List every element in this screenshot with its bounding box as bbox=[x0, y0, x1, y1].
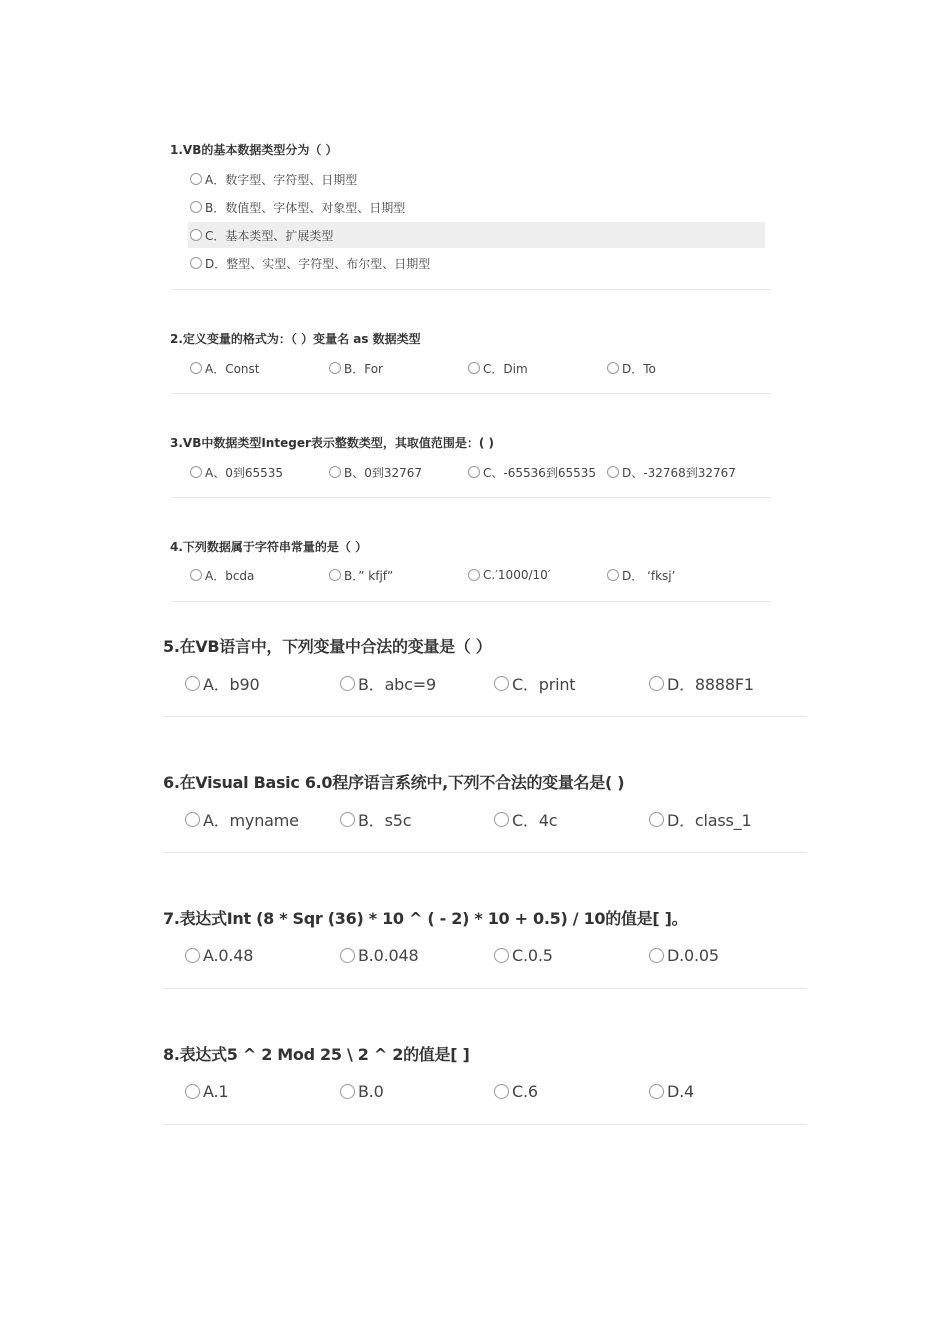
option-label: C.0.5 bbox=[512, 945, 553, 965]
divider bbox=[163, 852, 807, 853]
question-title: 8.表达式5 ^ 2 Mod 25 \ 2 ^ 2的值是[ ] bbox=[163, 1045, 470, 1064]
question-title: 5.在VB语言中，下列变量中合法的变量是（ ） bbox=[163, 637, 492, 656]
option-c[interactable] bbox=[190, 227, 333, 243]
option-a[interactable] bbox=[185, 673, 259, 693]
question-title: 7.表达式Int (8 * Sqr (36) * 10 ^ ( - 2) * 10 + 0.5) / 10的值是[ ]。 bbox=[163, 909, 688, 928]
option-label: B．For bbox=[344, 361, 383, 376]
radio-icon[interactable] bbox=[340, 1084, 355, 1099]
option-a[interactable] bbox=[185, 809, 299, 829]
option-a[interactable] bbox=[185, 945, 253, 965]
option-d[interactable] bbox=[190, 255, 430, 271]
question-title: 3.VB中数据类型Integer表示整数类型，其取值范围是：( ) bbox=[170, 436, 495, 450]
radio-icon[interactable] bbox=[494, 812, 509, 827]
question-3 bbox=[170, 434, 770, 500]
radio-icon[interactable] bbox=[190, 201, 202, 213]
question-5 bbox=[163, 634, 807, 718]
option-label: A．myname bbox=[203, 810, 299, 830]
question-7 bbox=[163, 906, 807, 990]
option-label: A．bcda bbox=[205, 568, 255, 583]
radio-icon[interactable] bbox=[607, 569, 619, 581]
radio-icon[interactable] bbox=[649, 948, 664, 963]
option-label: C．Dim bbox=[483, 361, 528, 376]
option-label: C．print bbox=[512, 674, 576, 694]
radio-icon[interactable] bbox=[649, 1084, 664, 1099]
divider bbox=[170, 497, 770, 498]
option-a[interactable] bbox=[190, 360, 260, 376]
radio-icon[interactable] bbox=[190, 229, 202, 241]
option-label: D、-32768到32767 bbox=[622, 465, 736, 480]
option-label: B．” kfjf” bbox=[344, 568, 394, 583]
divider bbox=[170, 393, 770, 394]
divider bbox=[170, 289, 770, 290]
option-d[interactable] bbox=[649, 945, 719, 965]
option-b[interactable] bbox=[340, 1081, 384, 1101]
option-d[interactable] bbox=[649, 809, 751, 829]
option-label: A．数字型、字符型、日期型 bbox=[205, 172, 358, 187]
option-d[interactable] bbox=[607, 567, 675, 583]
divider bbox=[163, 716, 807, 717]
divider bbox=[163, 988, 807, 989]
option-label: B.0 bbox=[358, 1081, 384, 1101]
question-2 bbox=[170, 330, 770, 396]
option-label: D．整型、实型、字符型、布尔型、日期型 bbox=[205, 256, 431, 271]
question-4 bbox=[170, 538, 770, 604]
divider bbox=[163, 1124, 807, 1125]
option-c[interactable] bbox=[468, 360, 528, 376]
option-b[interactable] bbox=[340, 673, 436, 693]
option-label: A、0到65535 bbox=[205, 465, 284, 480]
option-b[interactable] bbox=[329, 360, 383, 376]
radio-icon[interactable] bbox=[190, 466, 202, 478]
option-c[interactable] bbox=[494, 945, 553, 965]
radio-icon[interactable] bbox=[329, 569, 341, 581]
radio-icon[interactable] bbox=[649, 676, 664, 691]
option-b[interactable] bbox=[340, 945, 418, 965]
option-label: A．Const bbox=[205, 361, 260, 376]
question-1 bbox=[170, 141, 770, 291]
option-label: C、-65536到65535 bbox=[483, 465, 597, 480]
divider bbox=[170, 601, 770, 602]
radio-icon[interactable] bbox=[607, 362, 619, 374]
option-c[interactable] bbox=[494, 809, 557, 829]
radio-icon[interactable] bbox=[494, 948, 509, 963]
question-title: 1.VB的基本数据类型分为（ ） bbox=[170, 143, 338, 157]
question-title: 2.定义变量的格式为：（ ）变量名 as 数据类型 bbox=[170, 332, 421, 346]
radio-icon[interactable] bbox=[468, 569, 480, 581]
option-c[interactable] bbox=[468, 464, 596, 480]
option-label: C．4c bbox=[512, 810, 558, 830]
option-label: B．abc=9 bbox=[358, 674, 436, 694]
radio-icon[interactable] bbox=[190, 257, 202, 269]
radio-icon[interactable] bbox=[468, 466, 480, 478]
option-a[interactable] bbox=[190, 171, 357, 187]
radio-icon[interactable] bbox=[185, 1084, 200, 1099]
option-c[interactable] bbox=[494, 673, 575, 693]
option-label: A.0.48 bbox=[203, 945, 254, 965]
option-d[interactable] bbox=[607, 360, 656, 376]
option-a[interactable] bbox=[185, 1081, 228, 1101]
radio-icon[interactable] bbox=[329, 466, 341, 478]
radio-icon[interactable] bbox=[494, 676, 509, 691]
question-8 bbox=[163, 1042, 807, 1126]
radio-icon[interactable] bbox=[185, 948, 200, 963]
option-b[interactable] bbox=[340, 809, 411, 829]
question-title: 4.下列数据属于字符串常量的是（ ） bbox=[170, 540, 368, 554]
option-label: A．b90 bbox=[203, 674, 260, 694]
option-d[interactable] bbox=[607, 464, 736, 480]
option-label: C.′1000/10′ bbox=[483, 568, 551, 582]
radio-icon[interactable] bbox=[494, 1084, 509, 1099]
question-6 bbox=[163, 770, 807, 854]
radio-icon[interactable] bbox=[185, 676, 200, 691]
option-label: D.4 bbox=[667, 1081, 694, 1101]
radio-icon[interactable] bbox=[190, 362, 202, 374]
radio-icon[interactable] bbox=[340, 948, 355, 963]
radio-icon[interactable] bbox=[649, 812, 664, 827]
option-d[interactable] bbox=[649, 673, 754, 693]
option-b[interactable] bbox=[329, 567, 393, 583]
option-a[interactable] bbox=[190, 567, 254, 583]
option-label: B.0.048 bbox=[358, 945, 419, 965]
option-label: D．To bbox=[622, 361, 656, 376]
radio-icon[interactable] bbox=[468, 362, 480, 374]
option-label: B、0到32767 bbox=[344, 465, 423, 480]
radio-icon[interactable] bbox=[340, 812, 355, 827]
option-label: C．基本类型、扩展类型 bbox=[205, 228, 334, 243]
option-label: A.1 bbox=[203, 1081, 229, 1101]
option-a[interactable] bbox=[190, 464, 283, 480]
option-label: D．8888F1 bbox=[667, 674, 754, 694]
option-label: C.6 bbox=[512, 1081, 538, 1101]
radio-icon[interactable] bbox=[340, 676, 355, 691]
option-d[interactable] bbox=[649, 1081, 694, 1101]
option-label: D．class_1 bbox=[667, 810, 752, 830]
question-title: 6.在Visual Basic 6.0程序语言系统中,下列不合法的变量名是( ) bbox=[163, 773, 625, 792]
radio-icon[interactable] bbox=[607, 466, 619, 478]
radio-icon[interactable] bbox=[329, 362, 341, 374]
option-label: D.0.05 bbox=[667, 945, 719, 965]
radio-icon[interactable] bbox=[185, 812, 200, 827]
option-label: D． ‘fksj’ bbox=[622, 568, 676, 583]
option-b[interactable] bbox=[190, 199, 405, 215]
option-c[interactable] bbox=[468, 567, 551, 583]
radio-icon[interactable] bbox=[190, 569, 202, 581]
option-c[interactable] bbox=[494, 1081, 538, 1101]
option-label: B．数值型、字体型、对象型、日期型 bbox=[205, 200, 406, 215]
option-b[interactable] bbox=[329, 464, 422, 480]
option-label: B．s5c bbox=[358, 810, 412, 830]
radio-icon[interactable] bbox=[190, 173, 202, 185]
